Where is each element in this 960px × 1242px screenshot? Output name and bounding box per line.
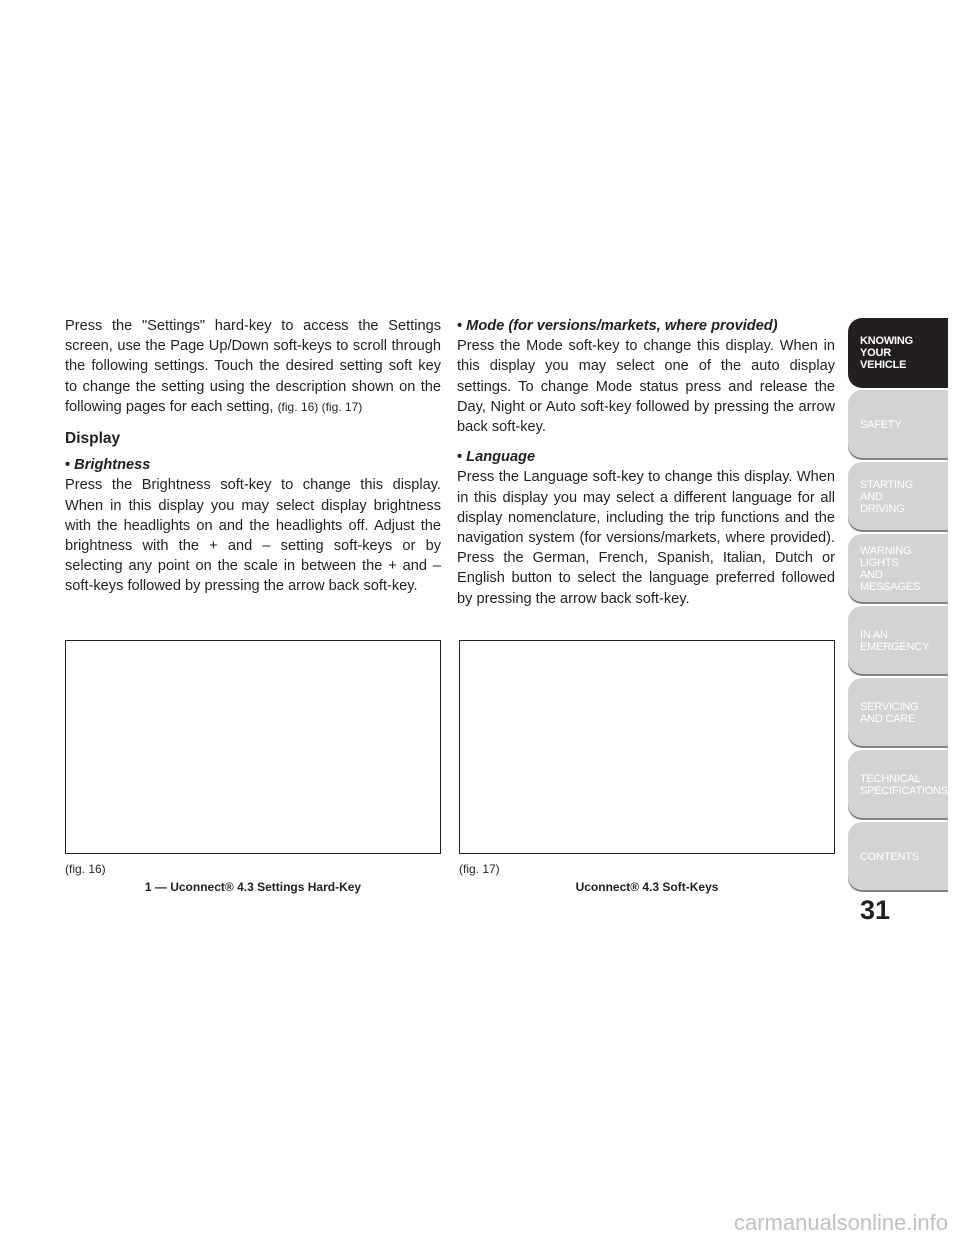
bullet-title-mode: • Mode (for versions/markets, where provided) — [457, 316, 835, 336]
figure-16-image — [65, 640, 441, 854]
tab-starting-and-driving[interactable]: STARTING AND DRIVING — [848, 462, 948, 532]
chapter-tabs — [848, 318, 948, 894]
left-column — [65, 316, 441, 597]
figure-17-label: (fig. 17) — [459, 862, 500, 876]
right-column — [457, 316, 835, 609]
tab-technical-specifications[interactable]: TECHNICAL SPECIFICATIONS — [848, 750, 948, 820]
intro-paragraph — [65, 316, 441, 417]
intro-text: Press the "Settings" hard-key to access the Settings screen, use the Page Up/Down soft-keys to scroll through the following settings. Touch the desired setting soft key to change the setting using the description shown on the following pages for each setting, — [65, 318, 441, 415]
section-heading-display: Display — [65, 430, 121, 448]
tab-in-an-emergency[interactable]: IN AN EMERGENCY — [848, 606, 948, 676]
tab-servicing-and-care[interactable]: SERVICING AND CARE — [848, 678, 948, 748]
watermark: carmanualsonline.info — [733, 1210, 948, 1235]
bullet-text-language: Press the Language soft-key to change this display. When in this display you may select a different language for all display nomenclature, including the trip functions and the navigation system (for versions/markets, where provided). Press the German, French, Spanish, Italian, Dutch or English button to select the language preferred followed by pressing the arrow back soft-key. — [457, 469, 835, 607]
figure-17-caption: Uconnect® 4.3 Soft-Keys — [575, 880, 719, 894]
bullet-text-brightness: Press the Brightness soft-key to change this display. When in this display you may select display brightness with the headlights on and the headlights off. Adjust the brightness with the + and – setting soft-keys or by selecting any point on the scale in between the + and – soft-keys followed by pressing the arrow back soft-key. — [65, 477, 441, 595]
intro-figure-refs: (fig. 16) (fig. 17) — [277, 399, 363, 414]
tab-contents[interactable]: CONTENTS — [848, 822, 948, 892]
figure-16-label: (fig. 16) — [65, 862, 106, 876]
tab-knowing-your-vehicle[interactable]: KNOWING YOUR VEHICLE — [848, 318, 948, 388]
page-number: 31 — [860, 895, 891, 925]
tab-safety[interactable]: SAFETY — [848, 390, 948, 460]
bullet-text-mode: Press the Mode soft-key to change this display. When in this display you may select one of the auto display settings. To change Mode status press and release the Day, Night or Auto soft-key followed by pressing the arrow back soft-key. — [457, 338, 835, 436]
bullet-title-brightness: • Brightness — [65, 455, 441, 475]
tab-warning-lights-and-messages[interactable]: WARNING LIGHTS AND MESSAGES — [848, 534, 948, 604]
figure-16-caption: 1 — Uconnect® 4.3 Settings Hard-Key — [144, 880, 362, 894]
figure-17-image — [459, 640, 835, 854]
bullet-title-language: • Language — [457, 447, 835, 467]
